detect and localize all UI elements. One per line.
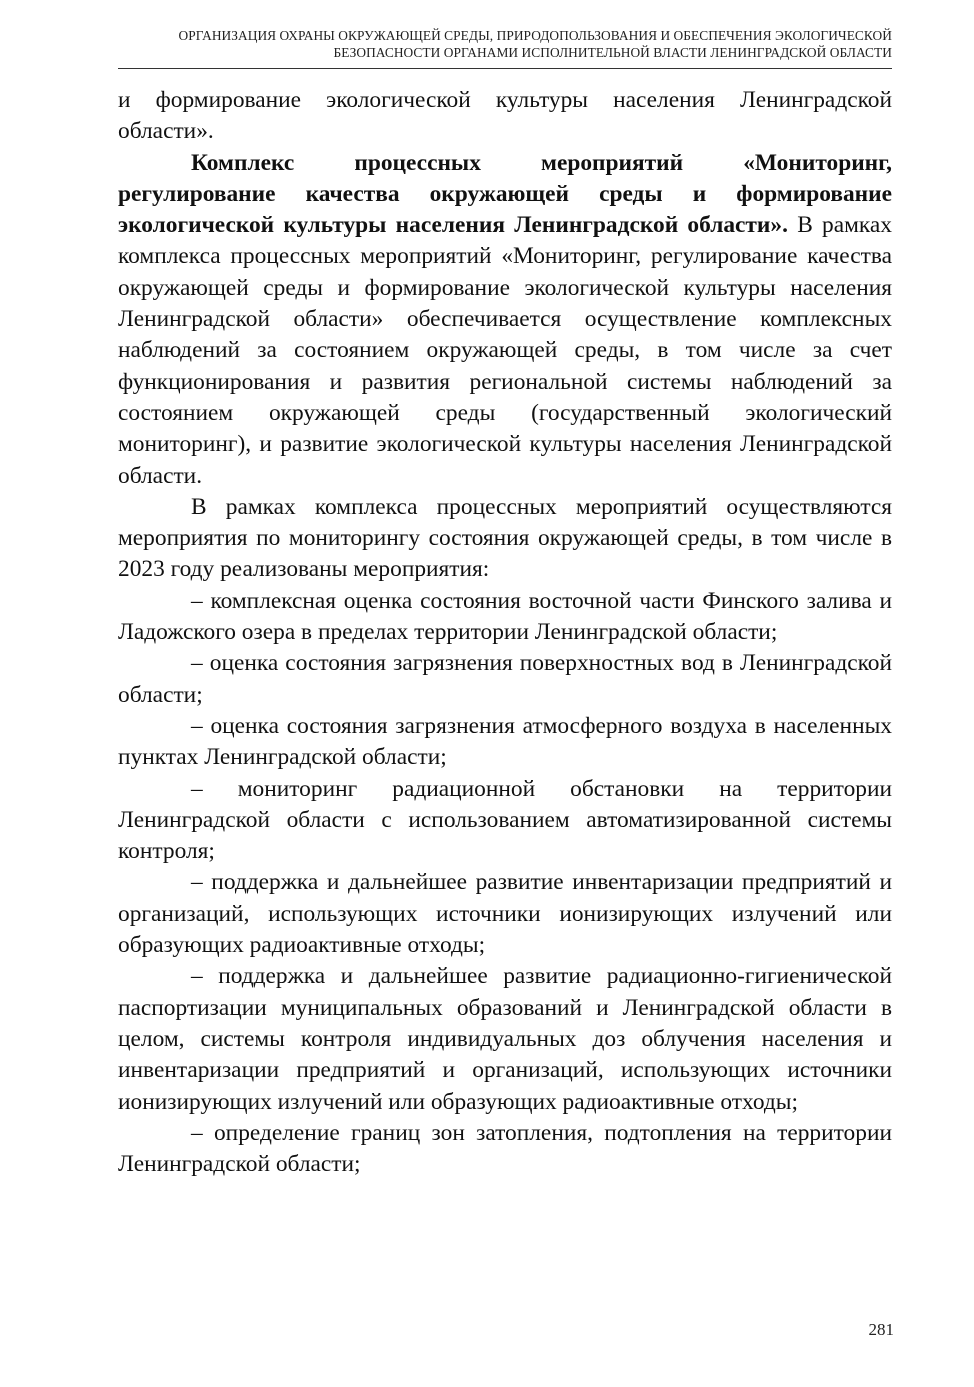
measure-item: – определение границ зон затопления, подтопления на территории Ленинградской области; [118,1119,892,1178]
measures-intro-paragraph: В рамках комплекса процессных мероприятий осуществляются мероприятия по мониторингу состояния окружающей среды, в том числе в 2023 году реализованы мероприятия: [118,493,892,583]
running-header [118,27,892,61]
header-divider [118,68,892,69]
measure-item: – поддержка и дальнейшее развитие радиационно-гигиенической паспортизации муниципальных образований и Ленинградской области в целом, системы контроля индивидуальных доз облучения населения и инвентаризации предприятий и организаций, использующих источники ионизирующих излучений или образующих радиоактивные отходы; [118,963,892,1115]
complex-text: В рамках комплекса процессных мероприятий «Мониторинг, регулирование качества окружающей среды и формирование экологической культуры населения Ленинградской области» обеспечивается осуществление комплексных наблюдений за состоянием окружающей среды, в том числе за счет функционирования и развития региональной системы наблюдений за состоянием окружающей среды (государственный экологический мониторинг), и развитие экологической культуры населения Ленинградской области. [118,212,892,489]
measure-item: – оценка состояния загрязнения поверхностных вод в Ленинградской области; [118,650,892,708]
continuation-paragraph: и формирование экологической культуры населения Ленинградской области». [118,87,892,145]
measure-item: – поддержка и дальнейшее развитие инвентаризации предприятий и организаций, использующих источники ионизирующих излучений или образующих радиоактивные отходы; [118,869,892,959]
measure-item: – оценка состояния загрязнения атмосферного воздуха в населенных пунктах Ленинградской области; [118,712,892,771]
running-header-line-1: ОРГАНИЗАЦИЯ ОХРАНЫ ОКРУЖАЮЩЕЙ СРЕДЫ, ПРИРОДОПОЛЬЗОВАНИЯ И ОБЕСПЕЧЕНИЯ ЭКОЛОГИЧЕСКОЙ [178,28,892,43]
complex-heading: Комплекс процессных мероприятий «Мониторинг, регулирование качества окружающей среды и формирование экологической культуры населения Ленинградской области». [118,149,892,239]
running-header-line-2: БЕЗОПАСНОСТИ ОРГАНАМИ ИСПОЛНИТЕЛЬНОЙ ВЛАСТИ ЛЕНИНГРАДСКОЙ ОБЛАСТИ [333,45,892,60]
complex-paragraph [118,148,892,492]
page-number: 281 [868,1320,894,1339]
measure-item: – мониторинг радиационной обстановки на территории Ленинградской области с использованием автоматизированной системы контроля; [118,775,892,865]
measure-item: – комплексная оценка состояния восточной части Финского залива и Ладожского озера в пределах территории Ленинградской области; [118,587,892,646]
page-body [118,85,892,1180]
